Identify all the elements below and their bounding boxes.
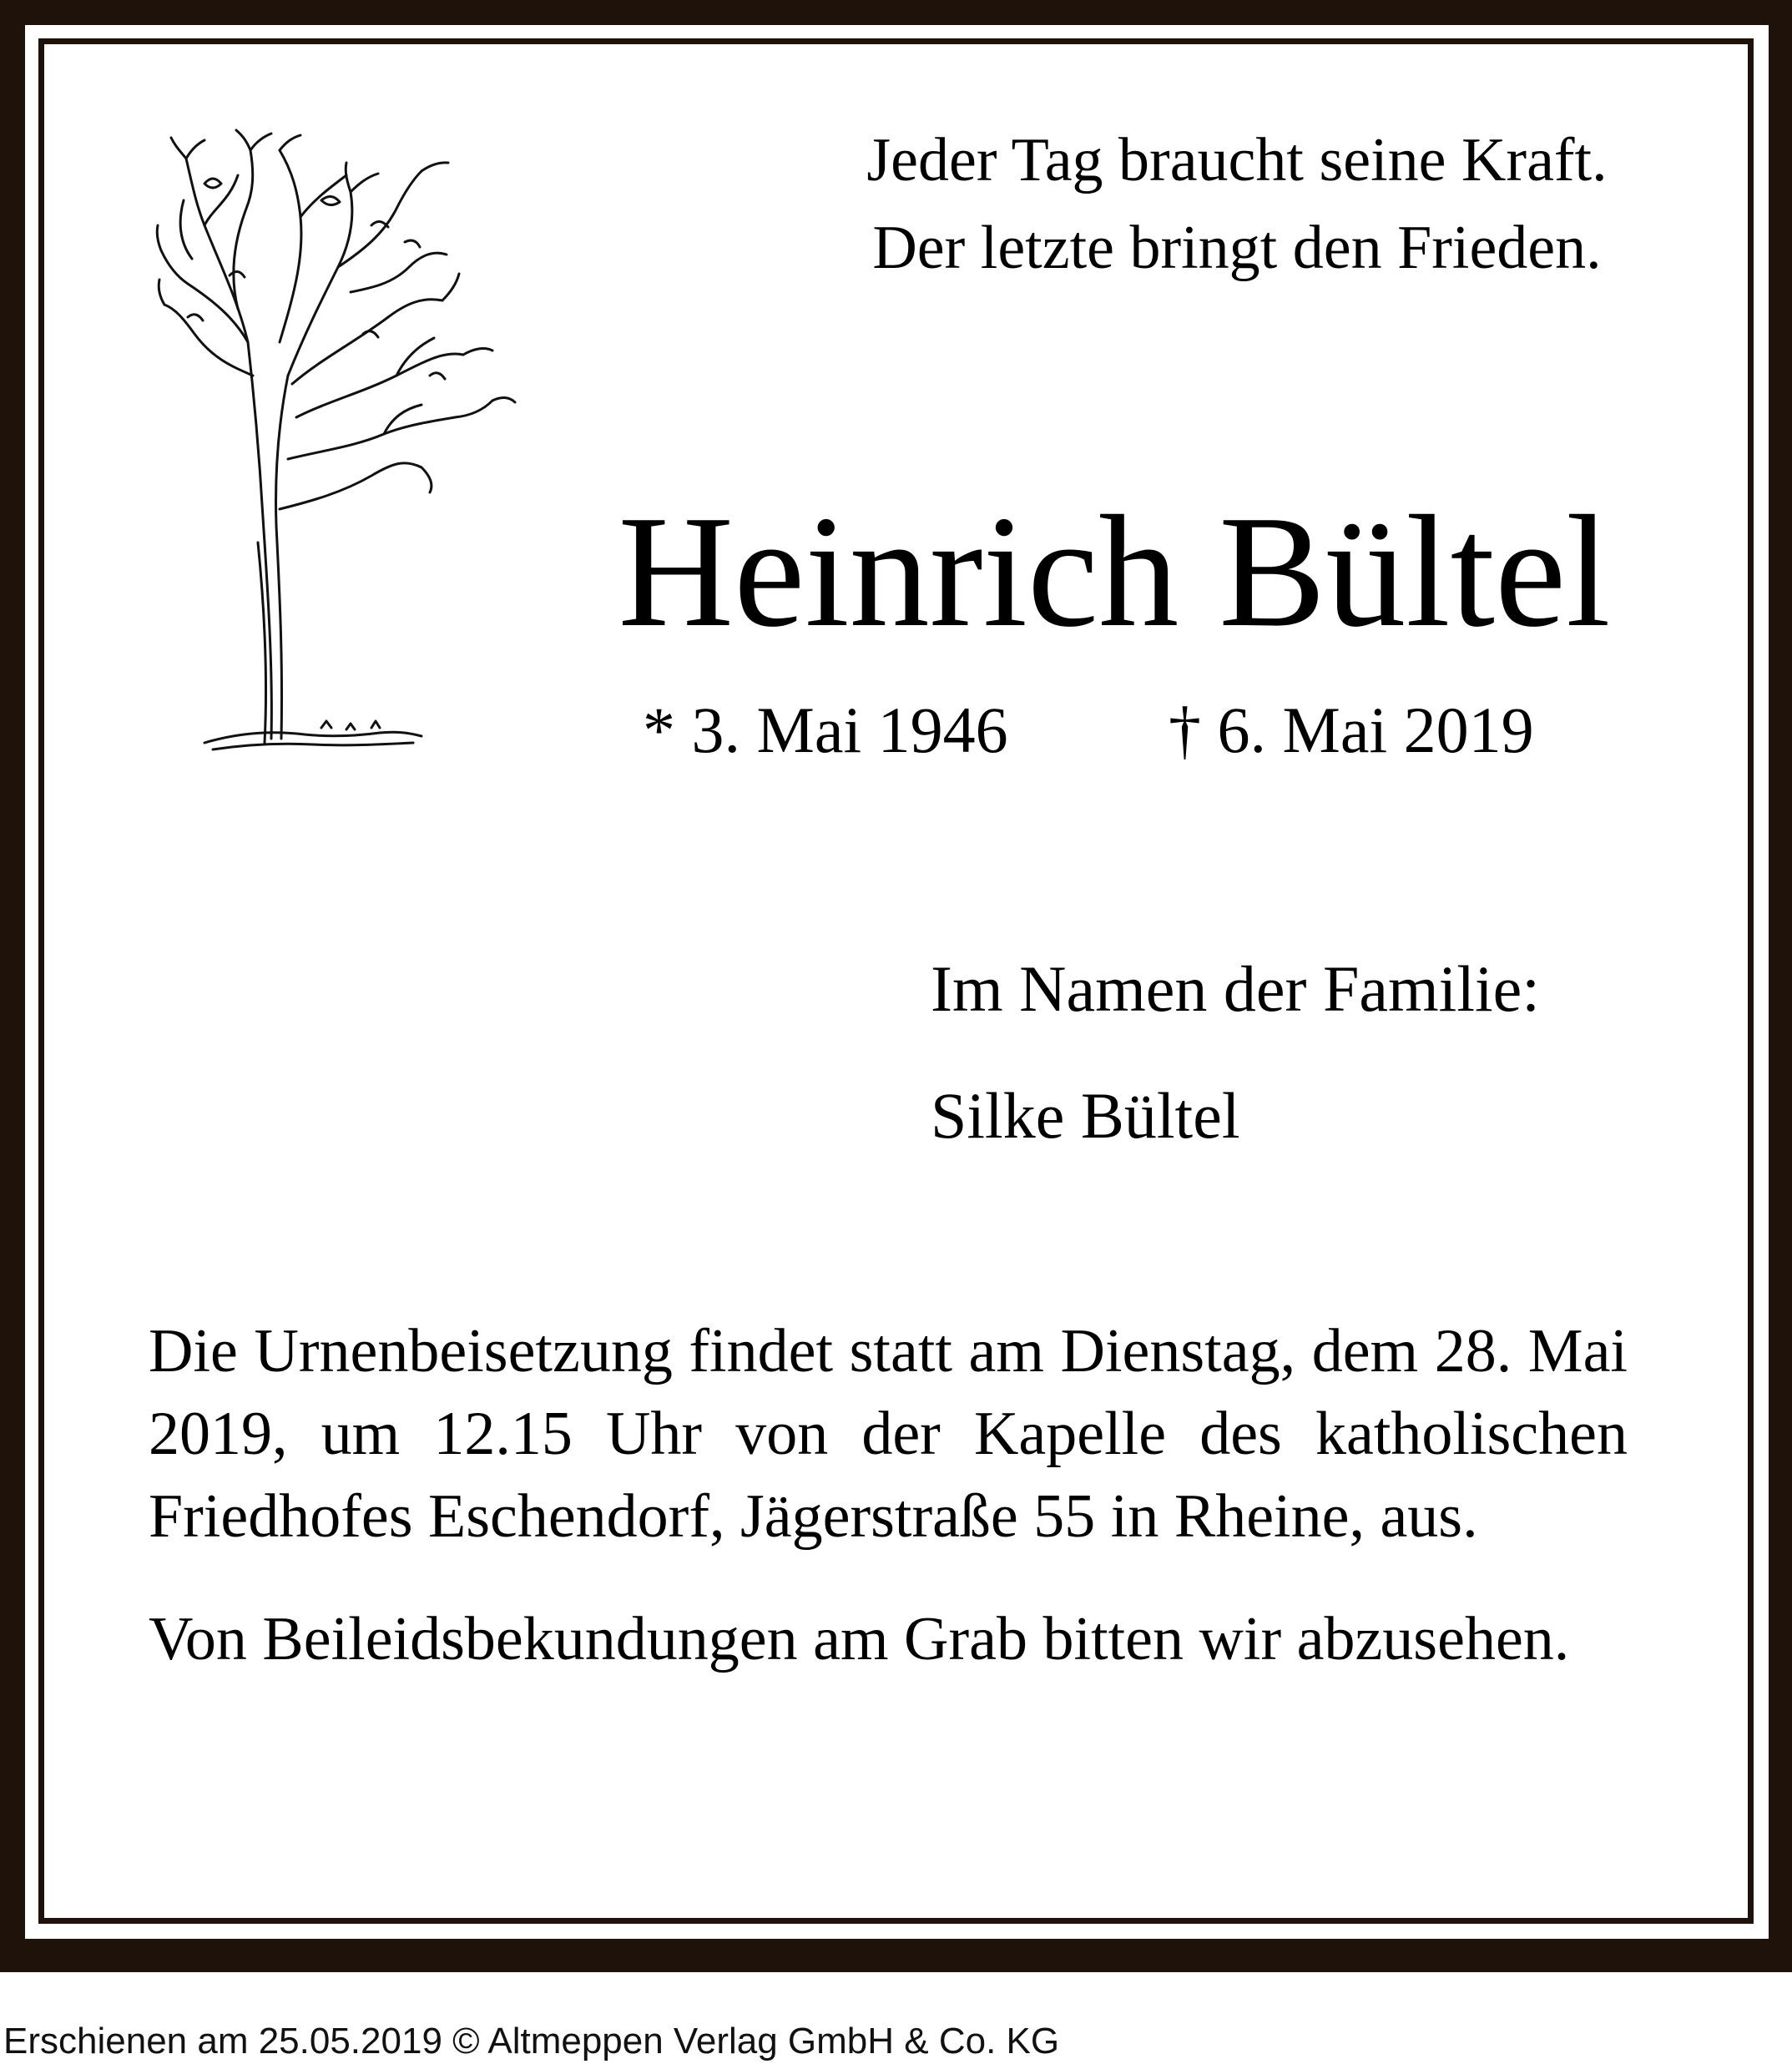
- tree-illustration: [154, 125, 588, 772]
- deceased-name: Heinrich Bültel: [618, 482, 1611, 660]
- publication-credit: Erschienen am 25.05.2019 © Altmeppen Verlag GmbH & Co. KG: [3, 2021, 1060, 2061]
- motto-line-2: Der letzte bringt den Frieden.: [872, 214, 1602, 282]
- birth-date: * 3. Mai 1946: [643, 694, 1008, 766]
- family-signature: [931, 943, 1540, 1162]
- family-intro: Im Namen der Familie:: [931, 952, 1540, 1025]
- motto: [778, 117, 1696, 292]
- family-signer: Silke Bültel: [931, 1079, 1240, 1152]
- death-date: † 6. Mai 2019: [1169, 694, 1534, 766]
- condolence-request: Von Beileidsbekundungen am Grab bitten wir abzusehen.: [149, 1605, 1570, 1673]
- burial-details: Die Urnenbeisetzung findet statt am Dienstag, dem 28. Mai 2019, um 12.15 Uhr von der Kapelle des katholischen Friedhofes Eschendorf, Jägerstraße 55 in Rheine, aus.: [149, 1317, 1628, 1551]
- motto-line-1: Jeder Tag braucht seine Kraft.: [866, 126, 1608, 194]
- funeral-notice: [149, 1310, 1628, 1681]
